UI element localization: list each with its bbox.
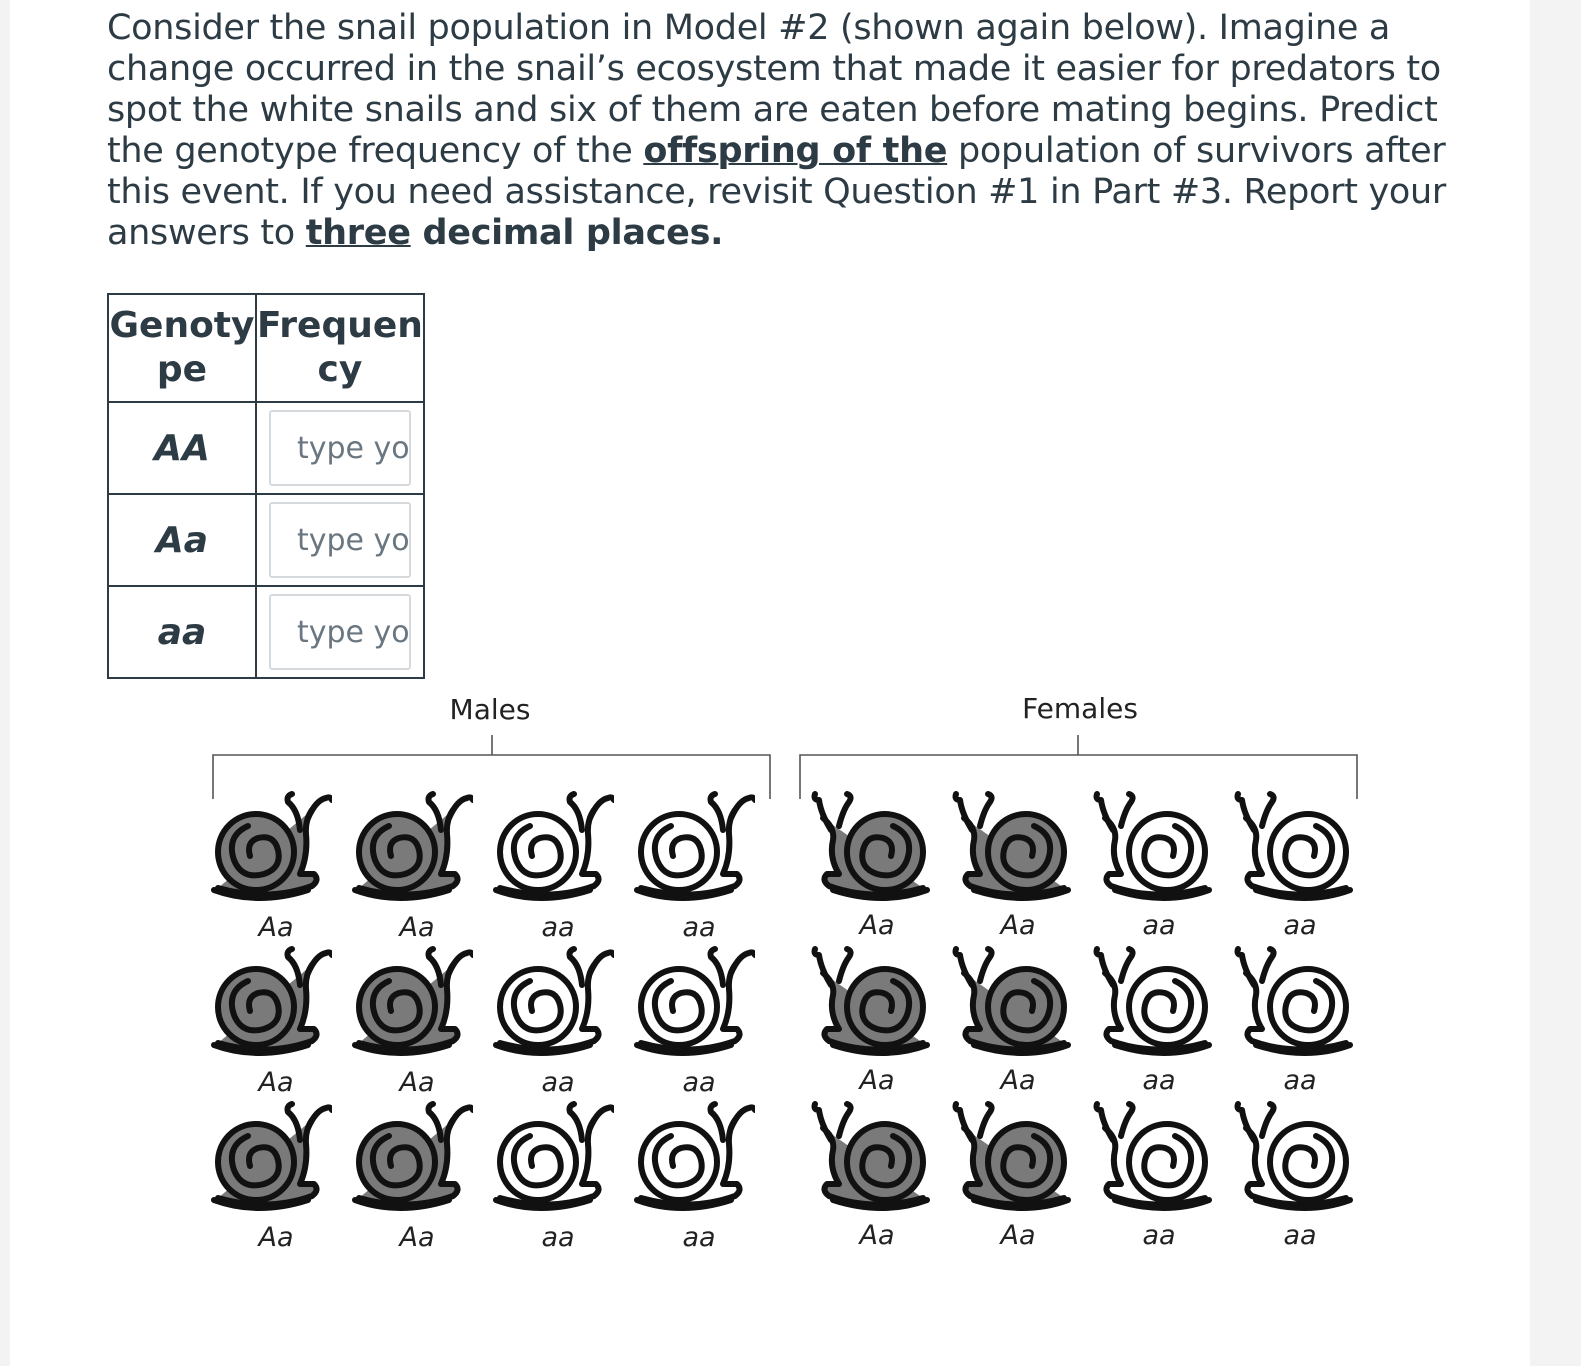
female-snail (948, 1100, 1088, 1250)
female-snail-icon (1232, 1100, 1356, 1215)
snail-genotype-label: aa (1142, 1220, 1176, 1251)
female-snail (948, 790, 1088, 940)
frequency-input-aa[interactable] (269, 594, 411, 670)
male-snail-icon (631, 945, 755, 1060)
male-snail-icon (490, 790, 614, 905)
male-snail (347, 790, 487, 943)
female-snail-icon (1091, 945, 1215, 1060)
snail-genotype-label: Aa (258, 1222, 294, 1253)
male-snail-icon (631, 790, 755, 905)
female-snail (807, 790, 947, 940)
female-snail-icon (1232, 945, 1356, 1060)
genotype-frequency-table (107, 293, 425, 679)
frequency-input-Aa[interactable] (269, 502, 411, 578)
male-snail-icon (208, 790, 332, 905)
female-snail (807, 945, 947, 1095)
female-snail-icon (950, 790, 1074, 905)
male-snail-icon (349, 790, 473, 905)
female-snail-icon (809, 790, 933, 905)
males-label: Males (449, 693, 531, 726)
question-part1: Consider the snail population in Model #2 (shown again below). Imagine a change occurred in the snail’s ecosystem that made it easier for predators to spot the white snails and six of them are eaten before mating begins. Predict the genotype frequency of the (107, 8, 1441, 171)
genotype-cell: AA (108, 402, 256, 494)
frequency-input-AA[interactable] (269, 410, 411, 486)
snail-genotype-label: Aa (399, 1222, 435, 1253)
question-text (107, 8, 1487, 254)
male-snail (488, 945, 628, 1098)
table-row (108, 586, 424, 678)
genotype-header: Genoty pe (108, 294, 256, 402)
female-snail (1230, 1100, 1370, 1250)
snail-genotype-label: aa (541, 912, 575, 943)
male-snail (488, 790, 628, 943)
male-snail-icon (208, 945, 332, 1060)
frequency-header: Frequen cy (256, 294, 424, 402)
snail-genotype-label: aa (541, 1067, 575, 1098)
male-snail (347, 1100, 487, 1253)
genotype-cell: aa (108, 586, 256, 678)
male-snail (629, 945, 769, 1098)
male-snail (206, 945, 346, 1098)
female-snail (1089, 1100, 1229, 1250)
male-snail-icon (490, 1100, 614, 1215)
snail-genotype-label: aa (1142, 1065, 1176, 1096)
question-emphasis-offspring: offspring of the (643, 131, 948, 171)
table-row (108, 494, 424, 586)
female-snail (1230, 790, 1370, 940)
male-snail (629, 790, 769, 943)
female-snail-icon (1091, 790, 1215, 905)
snail-genotype-label: Aa (1000, 1220, 1036, 1251)
snail-genotype-label: aa (1283, 910, 1317, 941)
question-part3: decimal places. (410, 213, 724, 253)
female-snail (1230, 945, 1370, 1095)
male-snail (206, 1100, 346, 1253)
male-snail-icon (490, 945, 614, 1060)
frequency-cell (256, 586, 424, 678)
snail-genotype-label: aa (541, 1222, 575, 1253)
females-label: Females (1022, 692, 1138, 725)
frequency-cell (256, 402, 424, 494)
snail-genotype-label: Aa (859, 1065, 895, 1096)
female-snail-icon (950, 1100, 1074, 1215)
female-snail (1089, 945, 1229, 1095)
snail-genotype-label: Aa (399, 1067, 435, 1098)
snail-genotype-label: aa (682, 912, 716, 943)
snail-genotype-label: Aa (258, 912, 294, 943)
male-snail (347, 945, 487, 1098)
male-snail-icon (349, 945, 473, 1060)
male-snail (488, 1100, 628, 1253)
male-snail-icon (631, 1100, 755, 1215)
female-snail-icon (1091, 1100, 1215, 1215)
snail-genotype-label: aa (1283, 1220, 1317, 1251)
female-snail-icon (809, 1100, 933, 1215)
snail-genotype-label: aa (682, 1067, 716, 1098)
page (10, 0, 1530, 1366)
frequency-cell (256, 494, 424, 586)
female-snail (948, 945, 1088, 1095)
snail-genotype-label: Aa (1000, 1065, 1036, 1096)
male-snail (629, 1100, 769, 1253)
male-snail (206, 790, 346, 943)
snail-genotype-label: Aa (859, 910, 895, 941)
genotype-cell: Aa (108, 494, 256, 586)
snail-genotype-label: Aa (258, 1067, 294, 1098)
male-snail-icon (208, 1100, 332, 1215)
female-snail-icon (1232, 790, 1356, 905)
snail-genotype-label: Aa (859, 1220, 895, 1251)
snail-genotype-label: aa (1142, 910, 1176, 941)
table-header-row (108, 294, 424, 402)
table-row (108, 402, 424, 494)
female-snail-icon (950, 945, 1074, 1060)
female-snail-icon (809, 945, 933, 1060)
question-part2: population of survivors after this event. If you need assistance, revisit Question #1 in Part #3. Report your answers to (107, 131, 1447, 253)
snail-genotype-label: aa (1283, 1065, 1317, 1096)
female-snail (807, 1100, 947, 1250)
snail-genotype-label: Aa (399, 912, 435, 943)
female-snail (1089, 790, 1229, 940)
question-emphasis-three: three (305, 213, 411, 253)
snail-genotype-label: aa (682, 1222, 716, 1253)
snail-genotype-label: Aa (1000, 910, 1036, 941)
male-snail-icon (349, 1100, 473, 1215)
